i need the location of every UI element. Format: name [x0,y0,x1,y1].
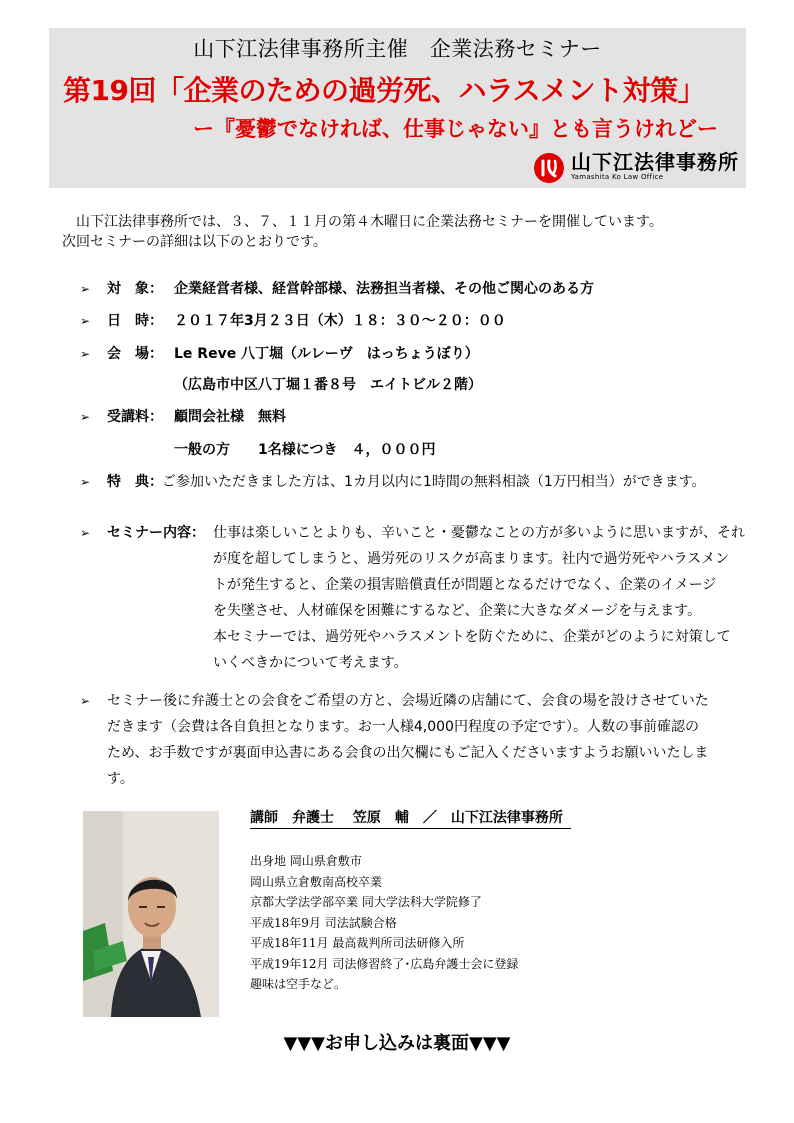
bio-item: 趣味は空手など。 [250,977,347,991]
right-arrowhead-icon: ➢ [80,314,91,328]
right-arrowhead-icon: ➢ [80,282,91,296]
date-value: ２０１７年3月２３日（木）１８：３０～２０：００ [174,313,506,329]
seminar-content [80,520,760,670]
right-arrowhead-icon: ➢ [80,410,91,424]
logo-name: 山下江法律事務所 [571,150,739,174]
content-text [213,520,753,676]
bio-item: 平成18年9月 司法試験合格 [250,915,397,930]
logo-subtitle: Yamashita Ko Law Office [571,173,664,181]
apply-on-back-notice [0,1031,794,1057]
right-arrowhead-icon: ➢ [80,347,91,361]
lecturer-photo [83,811,219,1017]
content-label: セミナー内容： [107,525,205,541]
content-line: トが発生すると、企業の損害賠償責任が問題となるだけでなく、企業のイメージ [213,577,717,593]
fee-label: 受講料： [107,409,163,425]
intro-line-1: 山下江法律事務所では、３、７、１１月の第４木曜日に企業法務セミナーを開催しています。 [76,214,663,230]
venue-address: （広島市中区八丁堀１番８号 エイトビル２階） [174,377,482,393]
lecturer-heading: 講師 弁護士 笠原 輔 ／ 山下江法律事務所 [250,808,571,829]
bio-item: 出身地 岡山県倉敷市 [250,854,362,868]
seminar-subtitle: ー『憂鬱でなければ、仕事じゃない』とも言うけれどー [193,117,718,141]
lecturer-bio [250,851,518,995]
perk-value: ご参加いただきました方は、1カ月以内に1時間の無料相談（1万円相当）ができます。 [162,474,706,490]
organizer-line: 山下江法律事務所主催 企業法務セミナー [193,37,602,61]
seminar-title: 第19回「企業のための過労死、ハラスメント対策」 [63,74,706,107]
fee-value-members: 顧問会社様 無料 [174,409,286,425]
target-value: 企業経営者様、経営幹部様、法務担当者様、その他ご関心のある方 [174,281,594,297]
lecturer-portrait-icon [83,811,219,1017]
content-line: 本セミナーでは、過労死やハラスメントを防ぐために、企業がどのように対策して [213,629,731,645]
dinner-line: だきます（会費は各自負担となります。お一人様4,000円程度の予定です）。人数の事前確認の [107,719,699,735]
dinner-text [107,688,747,792]
intro-line-2: 次回セミナーの詳細は以下のとおりです。 [62,234,327,250]
right-arrowhead-icon: ➢ [80,475,91,489]
cta-text: ▼▼▼お申し込みは裏面▼▼▼ [283,1033,511,1054]
date-label: 日 時： [107,313,163,329]
dinner-line: セミナー後に弁護士との会食をご希望の方と、会場近隣の店舗にて、会食の場を設けさせていた [107,693,709,709]
bio-item: 平成18年11月 最高裁判所司法研修入所 [250,936,465,950]
content-line: を失墜させ、人材確保を困難にするなど、企業に大きなダメージを与えます。 [213,603,702,619]
law-office-logo-icon [533,152,565,184]
content-line: いくべきかについて考えます。 [213,655,408,671]
target-label: 対 象： [107,281,163,297]
bio-item: 岡山県立倉敷南高校卒業 [250,874,383,889]
content-line: が度を超してしまうと、過労死のリスクが高まります。社内で過労死やハラスメン [213,551,730,567]
bio-item: 京都大学法学部卒業 同大学法科大学院修了 [250,895,482,909]
law-office-logo [533,152,738,184]
bio-item: 平成19年12月 司法修習終了･広島弁護士会に登録 [250,956,519,971]
intro-paragraph [62,212,752,252]
venue-label: 会 場： [107,346,163,362]
dinner-line: す。 [107,771,134,787]
right-arrowhead-icon: ➢ [80,526,91,540]
dinner-line: ため、お手数ですが裏面申込書にある会食の出欠欄にもご記入くださいますようお願いいたしま [107,745,709,761]
header-banner [49,28,746,188]
perk-label: 特 典： [107,474,163,490]
right-arrowhead-icon: ➢ [80,694,91,708]
content-line: 仕事は楽しいことよりも、辛いこと・憂鬱なことの方が多いように思いますが、それ [213,525,745,541]
fee-value-general: 一般の方 1名様につき ４，０００円 [174,442,436,458]
venue-value: Le Reve 八丁堀（ルレーヴ はっちょうぼり） [174,346,479,362]
